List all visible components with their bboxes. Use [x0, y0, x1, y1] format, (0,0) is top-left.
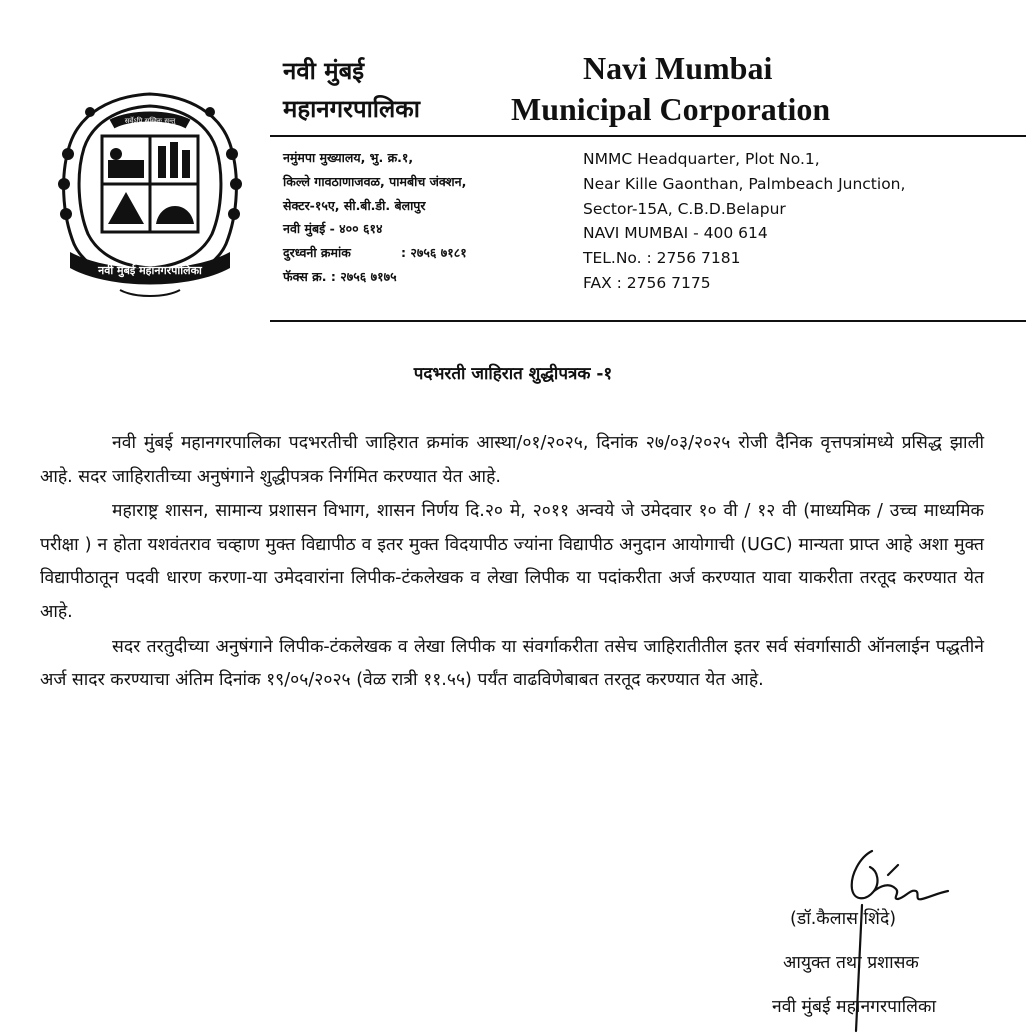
address-mr-line: नवी मुंबई - ४०० ६१४ — [283, 221, 383, 237]
org-name-english-line1: Navi Mumbai — [583, 50, 773, 86]
header-top-rule — [270, 135, 1026, 137]
header-bottom-rule — [270, 320, 1026, 322]
body-paragraph: नवी मुंबई महानगरपालिका पदभरतीची जाहिरात क्रमांक आस्था/०१/२०२५, दिनांक २७/०३/२०२५ रोजी दैनिक वृत्तपत्रांमध्ये प्रसिद्ध झाली आहे. सदर जाहिरातीच्या अनुषंगाने शुद्धीपत्रक निर्गमित करण्यात येत आहे. — [40, 433, 984, 487]
address-mr-line: किल्ले गावठाणाजवळ, पामबीच जंक्शन, — [283, 173, 467, 189]
seal-band-text: नवी मुंबई महानगरपालिका — [98, 264, 202, 277]
fax-english: FAX : 2756 7175 — [583, 273, 711, 292]
nmmc-seal-logo — [50, 84, 250, 306]
phone-mr-label: दुरध्वनी क्रमांक — [283, 245, 351, 261]
fax-marathi: फॅक्स क्र. : २७५६ ७१७५ — [283, 268, 397, 284]
org-name-english-line2: Municipal Corporation — [511, 91, 831, 127]
org-name-marathi — [283, 52, 420, 128]
signatory-name: (डॉ.कैलास शिंदे) — [790, 909, 897, 929]
address-english — [583, 147, 905, 296]
seal-motto: सर्वेऽपि सुखिनः सन्तु — [124, 117, 176, 125]
body-paragraph: सदर तरतुदीच्या अनुषंगाने लिपीक-टंकलेखक व लेखा लिपीक या संवर्गाकरीता तसेच जाहिरातीतील इतर सर्व संवर्गासाठी ऑनलाईन पद्धतीने अर्ज सादर करण्याचा अंतिम दिनांक १९/०५/२०२५ (वेळ रात्री ११.५५) पर्यंत वाढविणेबाबत तरतूद करण्यात येत आहे. — [40, 636, 984, 691]
signatory-designation: आयुक्त तथा प्रशासक — [783, 953, 919, 973]
org-name-marathi-line2: महानगरपालिका — [283, 95, 420, 123]
phone-marathi — [283, 241, 467, 265]
address-en-line: NAVI MUMBAI - 400 614 — [583, 224, 768, 243]
address-mr-line: नमुंमपा मुख्यालय, भु. क्र.१, — [283, 150, 414, 165]
document-title: पदभरती जाहिरात शुद्धीपत्रक -१ — [413, 364, 613, 384]
org-name-marathi-line1: नवी मुंबई — [283, 57, 365, 85]
document-body — [40, 427, 984, 699]
body-paragraph: महाराष्ट्र शासन, सामान्य प्रशासन विभाग, शासन निर्णय दि.२० मे, २०११ अन्वये जे उमेदवार १० वी / १२ वी (माध्यमिक / उच्च माध्यमिक परीक्षा ) न होता यशवंतराव चव्हाण मुक्त विद्यापीठ व इतर मुक्त विदयापीठ ज्यांना विद्यापीठ अनुदान आयोगाची (UGC) मान्यता प्राप्त आहे अशा मुक्त विद्यापीठातून पदवी धारण करणा-या उमेदवारांना लिपीक-टंकलेखक व लेखा लिपीक या पदांकरीता अर्ज करण्यात यावा याकरीता तरतूद करण्यात येत आहे. — [40, 501, 984, 622]
address-en-line: Sector-15A, C.B.D.Belapur — [583, 199, 786, 218]
address-en-line: Near Kille Gaonthan, Palmbeach Junction, — [583, 174, 906, 193]
phone-english: TEL.No. : 2756 7181 — [583, 249, 741, 268]
phone-mr-value: : २७५६ ७१८१ — [401, 245, 467, 261]
address-mr-line: सेक्टर-१५ए, सी.बी.डी. बेलापुर — [283, 197, 426, 213]
address-en-line: NMMC Headquarter, Plot No.1, — [583, 150, 820, 168]
address-marathi — [283, 146, 467, 289]
signatory-organization: नवी मुंबई महानगरपालिका — [772, 997, 937, 1017]
